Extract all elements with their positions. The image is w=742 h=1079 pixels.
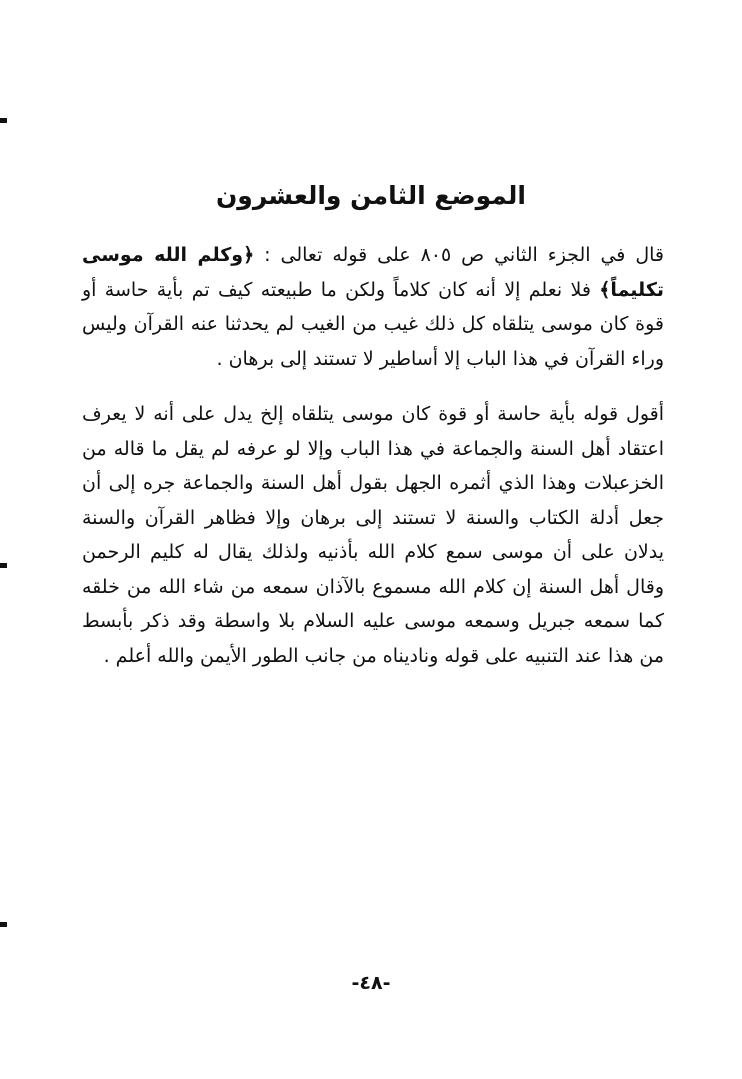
page-number: -٤٨- — [351, 972, 391, 994]
quran-quote: ﴿وكلم الله موسى تكليماً﴾ — [82, 244, 664, 301]
scan-edge-mark — [0, 563, 7, 568]
scan-edge-mark — [0, 922, 7, 927]
section-heading: الموضع الثامن والعشرون — [215, 181, 527, 210]
paragraph-1 — [82, 238, 664, 376]
scan-edge-mark — [0, 118, 7, 123]
paragraph-1-lead: قال في الجزء الثاني ص ٨٠٥ على قوله تعالى : — [254, 244, 665, 266]
paragraph-1-rest: فلا نعلم إلا أنه كان كلاماً ولكن ما طبيعته كيف تم بأية حاسة أو قوة كان موسى يتلقاه كل ذلك غيب من الغيب لم يحدثنا عنه القرآن وليس وراء القرآن في هذا الباب إلا أساطير لا تستند إلى برهان . — [82, 278, 664, 370]
paragraph-2: أقول قوله بأية حاسة أو قوة كان موسى يتلقاه إلخ يدل على أنه لا يعرف اعتقاد أهل السنة والجماعة في هذا الباب وإلا لو عرفه لم يقل ما قاله من الخزعبلات وهذا الذي أثمره الجهل بقول أهل السنة والجماعة جره إلى أن جعل أدلة الكتاب والسنة لا تستند إلى برهان وإلا فظاهر القرآن والسنة يدلان على أن موسى سمع كلام الله بأذنيه ولذلك يقال له كليم الرحمن وقال أهل السنة إن كلام الله مسموع بالآذان سمعه من شاء الله من خلقه كما سمعه جبريل وسمعه موسى عليه السلام بلا واسطة وقد ذكر بأبسط من هذا عند التنبيه على قوله وناديناه من جانب الطور الأيمن والله أعلم . — [82, 403, 664, 667]
